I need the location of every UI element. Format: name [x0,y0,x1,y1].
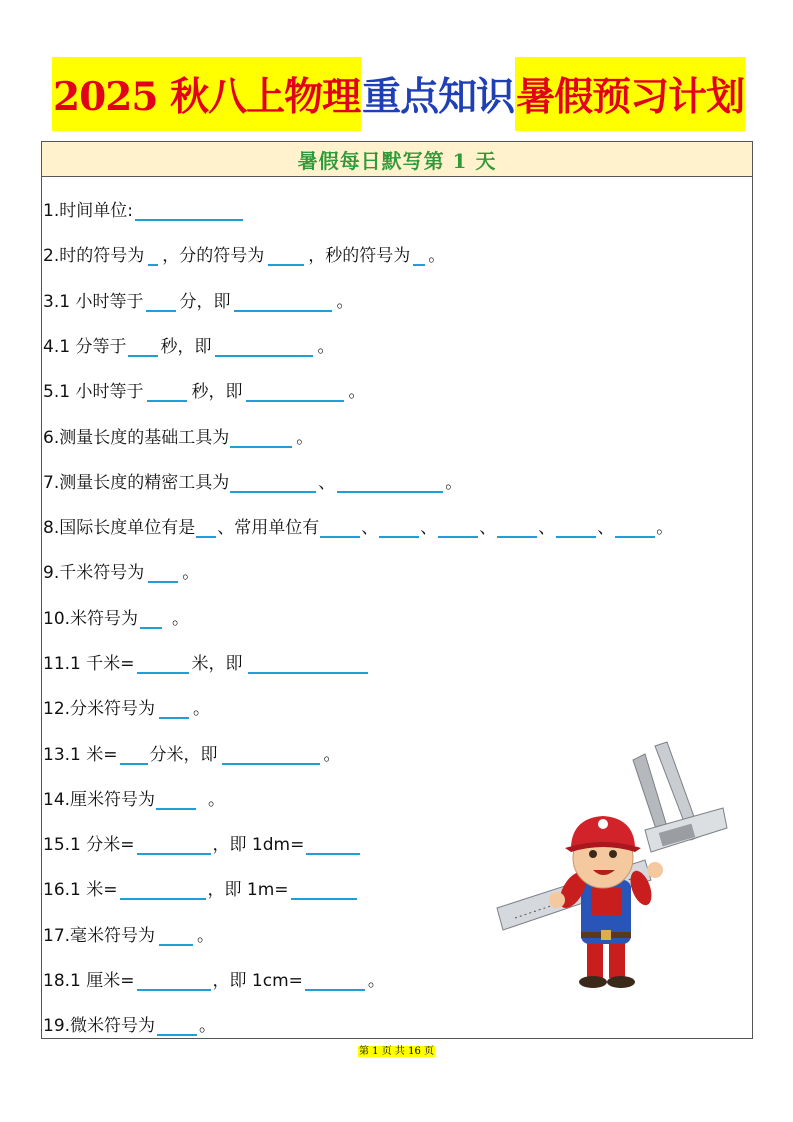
question-14: 14.厘米符号为 。 [43,790,226,810]
answer-blank[interactable] [147,400,187,402]
question-10: 10.米符号为 。 [43,609,190,629]
answer-blank[interactable] [159,944,193,946]
question-2: 2.时的符号为 ，分的符号为 ，秒的符号为 。 [43,246,446,266]
answer-blank[interactable] [413,264,425,266]
answer-blank[interactable] [157,1034,197,1036]
question-18: 18.1 厘米= ，即 1cm= 。 [43,971,385,991]
question-16: 16.1 米= ，即 1m= [43,878,357,902]
question-15: 15.1 分米= ，即 1dm= [43,833,360,857]
answer-blank[interactable] [140,627,162,629]
answer-blank[interactable] [137,853,211,855]
answer-blank[interactable] [291,898,357,900]
answer-blank[interactable] [379,536,419,538]
page-footer [0,1042,793,1057]
answer-blank[interactable] [156,808,196,810]
answer-blank[interactable] [438,536,478,538]
answer-blank[interactable] [148,581,178,583]
question-6: 6.测量长度的基础工具为 。 [43,428,314,448]
answer-blank[interactable] [135,219,243,221]
question-8: 8.国际长度单位有是 、常用单位有 、 、 、 、 、 。 [43,518,674,538]
title-part-2: 重点知识 [361,57,515,131]
question-19: 19.微米符号为 。 [43,1016,217,1036]
title-part-3: 暑假预习计划 [515,57,745,131]
question-1: 1.时间单位: [43,199,243,223]
answer-blank[interactable] [159,717,189,719]
caliper-icon [633,742,727,852]
answer-blank[interactable] [196,536,216,538]
answer-blank[interactable] [248,672,368,674]
question-11: 11.1 千米= 米，即 [43,652,368,676]
answer-blank[interactable] [246,400,344,402]
answer-blank[interactable] [556,536,596,538]
answer-blank[interactable] [146,310,176,312]
question-17: 17.毫米符号为 。 [43,926,215,946]
answer-blank[interactable] [497,536,537,538]
answer-blank[interactable] [320,536,360,538]
answer-blank[interactable] [615,536,655,538]
page-title [52,57,745,131]
answer-blank[interactable] [230,446,292,448]
answer-blank[interactable] [120,763,148,765]
question-12: 12.分米符号为 。 [43,699,211,719]
answer-blank[interactable] [120,898,206,900]
answer-blank[interactable] [305,989,365,991]
question-4: 4.1 分等于 秒，即 。 [43,337,335,357]
question-9: 9.千米符号为 。 [43,563,200,583]
worksheet-header: 暑假每日默写第 1 天 [42,142,752,177]
answer-blank[interactable] [234,310,332,312]
answer-blank[interactable] [137,672,189,674]
answer-blank[interactable] [230,491,316,493]
question-7: 7.测量长度的精密工具为 、 。 [43,473,463,493]
question-3: 3.1 小时等于 分，即 。 [43,292,354,312]
question-5: 5.1 小时等于 秒，即 。 [43,382,366,402]
question-13: 13.1 米= 分米，即 。 [43,745,341,765]
answer-blank[interactable] [148,264,158,266]
answer-blank[interactable] [222,763,320,765]
title-part-1: 2025 秋八上物理 [52,57,361,131]
answer-blank[interactable] [128,355,158,357]
answer-blank[interactable] [268,264,304,266]
answer-blank[interactable] [337,491,443,493]
answer-blank[interactable] [137,989,211,991]
answer-blank[interactable] [306,853,360,855]
worker-with-caliper-illustration [495,740,730,995]
answer-blank[interactable] [215,355,313,357]
page-number: 第 1 页 共 16 页 [359,1046,434,1057]
